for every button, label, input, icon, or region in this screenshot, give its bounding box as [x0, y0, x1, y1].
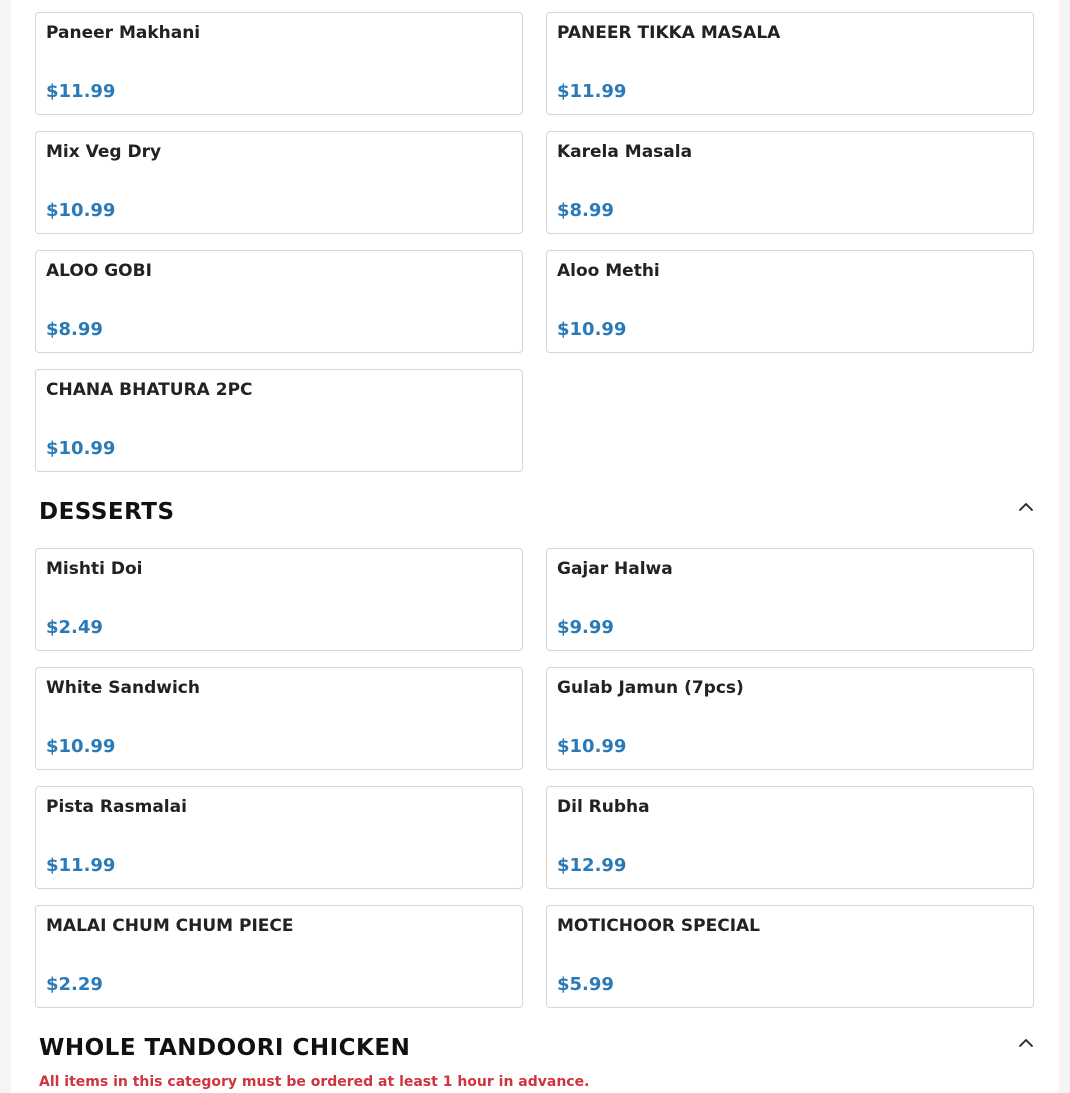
chevron-up-icon[interactable]: [1018, 1035, 1034, 1051]
menu-item-name: CHANA BHATURA 2PC: [46, 380, 253, 400]
menu-item-price: $10.99: [46, 736, 116, 757]
menu-item-price: $2.49: [46, 617, 103, 638]
menu-item-name: White Sandwich: [46, 678, 200, 698]
menu-item-name: ALOO GOBI: [46, 261, 152, 281]
menu-item-name: Gajar Halwa: [557, 559, 673, 579]
menu-item-card[interactable]: [546, 250, 1034, 353]
menu-item-name: PANEER TIKKA MASALA: [557, 23, 781, 43]
menu-page: [11, 0, 1059, 1093]
menu-item-grid: [35, 548, 1034, 1008]
menu-item-name: Aloo Methi: [557, 261, 660, 281]
menu-item-name: Karela Masala: [557, 142, 693, 162]
menu-item-card[interactable]: [35, 667, 523, 770]
menu-item-card[interactable]: [546, 786, 1034, 889]
section-title: DESSERTS: [39, 499, 175, 525]
menu-item-name: MOTICHOOR SPECIAL: [557, 916, 761, 936]
menu-item-card[interactable]: [35, 250, 523, 353]
menu-item-card[interactable]: [35, 12, 523, 115]
menu-item-card[interactable]: [35, 131, 523, 234]
menu-item-price: $2.29: [46, 974, 103, 995]
section-header-desserts[interactable]: [39, 499, 1034, 529]
menu-item-card[interactable]: [546, 667, 1034, 770]
section-title: WHOLE TANDOORI CHICKEN: [39, 1035, 411, 1061]
menu-item-price: $5.99: [557, 974, 614, 995]
menu-item-card[interactable]: [546, 548, 1034, 651]
menu-item-card[interactable]: [35, 369, 523, 472]
chevron-up-icon[interactable]: [1018, 499, 1034, 515]
section-header-whole-tandoori-chicken[interactable]: [39, 1035, 1034, 1065]
menu-item-card[interactable]: [546, 12, 1034, 115]
menu-item-name: Gulab Jamun (7pcs): [557, 678, 744, 698]
menu-item-price: $10.99: [46, 438, 116, 459]
menu-item-price: $11.99: [46, 81, 116, 102]
menu-item-name: Paneer Makhani: [46, 23, 201, 43]
menu-item-card[interactable]: [546, 131, 1034, 234]
menu-item-card[interactable]: [35, 548, 523, 651]
advance-order-notice: All items in this category must be ordered at least 1 hour in advance.: [39, 1074, 590, 1090]
menu-item-card[interactable]: [35, 786, 523, 889]
menu-item-price: $10.99: [46, 200, 116, 221]
menu-item-price: $8.99: [46, 319, 103, 340]
menu-item-name: Mishti Doi: [46, 559, 143, 579]
menu-item-grid: [35, 12, 1034, 472]
menu-item-card[interactable]: [546, 905, 1034, 1008]
menu-item-card[interactable]: [35, 905, 523, 1008]
menu-item-name: Pista Rasmalai: [46, 797, 187, 817]
menu-item-price: $11.99: [46, 855, 116, 876]
menu-item-price: $10.99: [557, 736, 627, 757]
menu-item-price: $8.99: [557, 200, 614, 221]
menu-item-price: $11.99: [557, 81, 627, 102]
menu-item-name: Dil Rubha: [557, 797, 650, 817]
menu-item-price: $9.99: [557, 617, 614, 638]
menu-item-price: $10.99: [557, 319, 627, 340]
menu-item-price: $12.99: [557, 855, 627, 876]
menu-item-name: Mix Veg Dry: [46, 142, 162, 162]
menu-item-name: MALAI CHUM CHUM PIECE: [46, 916, 294, 936]
